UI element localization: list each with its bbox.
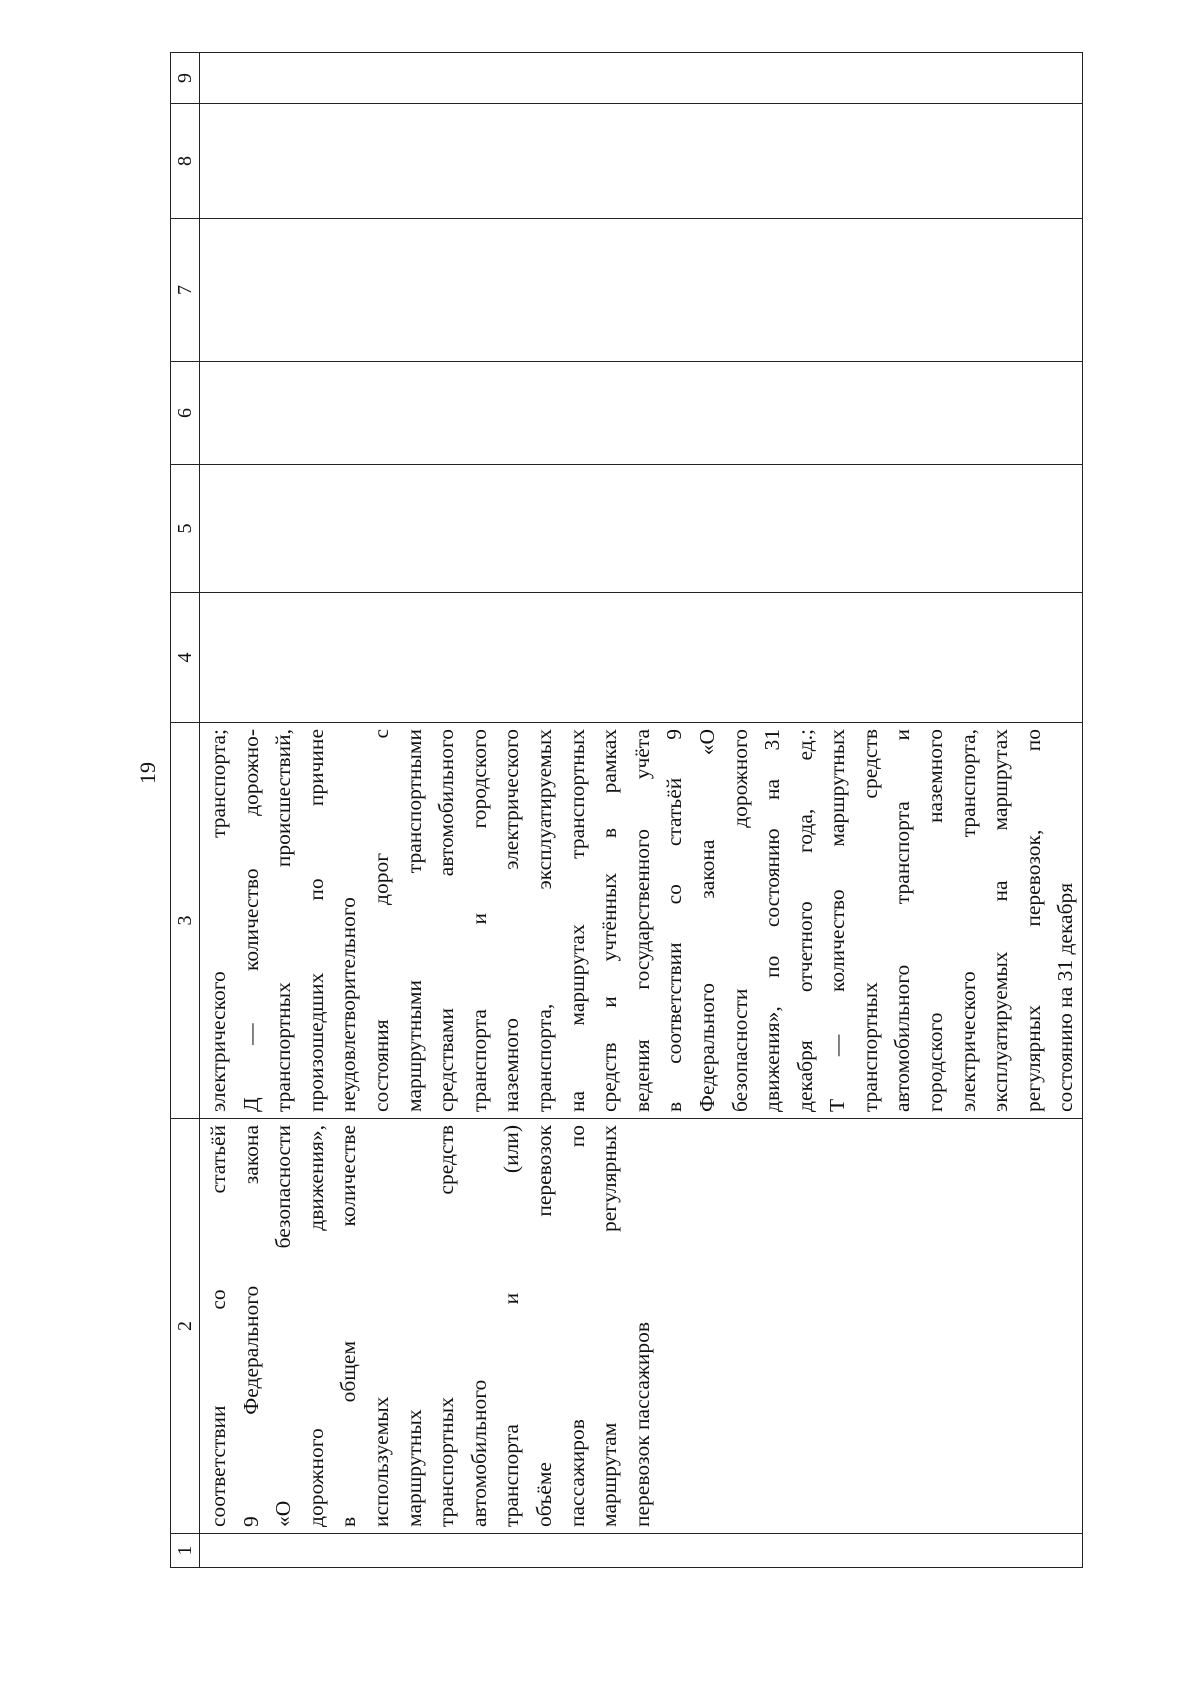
- header-col-3: 3: [171, 723, 200, 1119]
- text-line: транспорта, эксплуатируемых: [531, 729, 556, 1112]
- page-number: 19: [135, 762, 160, 784]
- formula-description-text: [200, 723, 1082, 1118]
- text-line: пассажиров по: [564, 1125, 589, 1527]
- text-line: регулярных перевозок, по: [1020, 729, 1045, 1112]
- text-line: эксплуатируемых на маршрутах: [988, 729, 1013, 1112]
- text-line: транспорта и (или): [499, 1125, 524, 1527]
- text-line: Федерального закона «О: [694, 729, 719, 1112]
- indicator-name-text: [200, 1119, 658, 1533]
- text-line: транспорта и городского: [466, 729, 491, 1112]
- text-line: состоянию на 31 декабря: [1053, 882, 1078, 1112]
- cell-col-4: [200, 593, 1083, 723]
- text-line: наземного электрического: [499, 729, 524, 1112]
- text-line: соответствии со статьёй: [206, 1125, 230, 1527]
- text-line: автомобильного: [466, 1379, 491, 1527]
- text-line: Д — количество дорожно-: [238, 729, 263, 1112]
- text-line: Т — количество маршрутных: [825, 729, 850, 1112]
- cell-col-5: [200, 465, 1083, 593]
- header-col-7: 7: [171, 219, 200, 362]
- text-line: автомобильного транспорта и: [890, 729, 915, 1112]
- header-col-6: 6: [171, 362, 200, 465]
- text-line: дорожного движения»,: [303, 1125, 328, 1527]
- text-line: транспортных средств: [857, 729, 882, 1112]
- text-line: 9 Федерального закона: [238, 1125, 263, 1527]
- header-col-9: 9: [171, 53, 200, 104]
- table-container: [170, 53, 1078, 1568]
- header-row: [171, 53, 200, 1568]
- text-line: перевозок пассажиров: [629, 1322, 654, 1527]
- cell-col-3: [200, 723, 1083, 1119]
- cell-col-9: [200, 53, 1083, 104]
- text-line: транспортных средств: [434, 1125, 459, 1527]
- header-col-2: 2: [171, 1119, 200, 1534]
- text-line: движения», по состоянию на 31: [760, 729, 785, 1112]
- text-line: объёме перевозок: [531, 1125, 556, 1527]
- text-line: средств и учтённых в рамках: [597, 729, 622, 1112]
- table-row: [200, 53, 1083, 1568]
- cell-col-6: [200, 362, 1083, 465]
- text-line: ведения государственного учёта: [629, 729, 654, 1112]
- text-line: маршрутам регулярных: [597, 1125, 622, 1527]
- text-line: неудовлетворительного: [336, 897, 361, 1112]
- cell-col-1: [200, 1534, 1083, 1568]
- text-line: произошедших по причине: [303, 729, 328, 1112]
- text-line: маршрутных: [401, 1409, 426, 1527]
- cell-col-8: [200, 104, 1083, 219]
- text-line: состояния дорог с: [368, 729, 393, 1112]
- text-line: электрического транспорта,: [955, 729, 980, 1112]
- text-line: используемых: [368, 1396, 393, 1527]
- text-line: декабря отчетного года, ед.;: [792, 729, 817, 1112]
- text-line: в соответствии со статьёй 9: [662, 729, 687, 1112]
- text-line: электрического транспорта;: [206, 729, 230, 1112]
- cell-col-7: [200, 219, 1083, 362]
- text-line: «О безопасности: [271, 1125, 296, 1527]
- cell-col-2: [200, 1119, 1083, 1534]
- text-line: маршрутными транспортными: [401, 729, 426, 1112]
- indicator-table: [170, 52, 1083, 1568]
- text-line: безопасности дорожного: [727, 729, 752, 1112]
- header-col-4: 4: [171, 593, 200, 723]
- text-line: городского наземного: [923, 729, 948, 1112]
- text-line: транспортных происшествий,: [271, 729, 296, 1112]
- header-col-8: 8: [171, 104, 200, 219]
- text-line: в общем количестве: [336, 1125, 361, 1527]
- text-line: на маршрутах транспортных: [564, 729, 589, 1112]
- header-col-5: 5: [171, 465, 200, 593]
- text-line: средствами автомобильного: [434, 729, 459, 1112]
- header-col-1: 1: [171, 1534, 200, 1568]
